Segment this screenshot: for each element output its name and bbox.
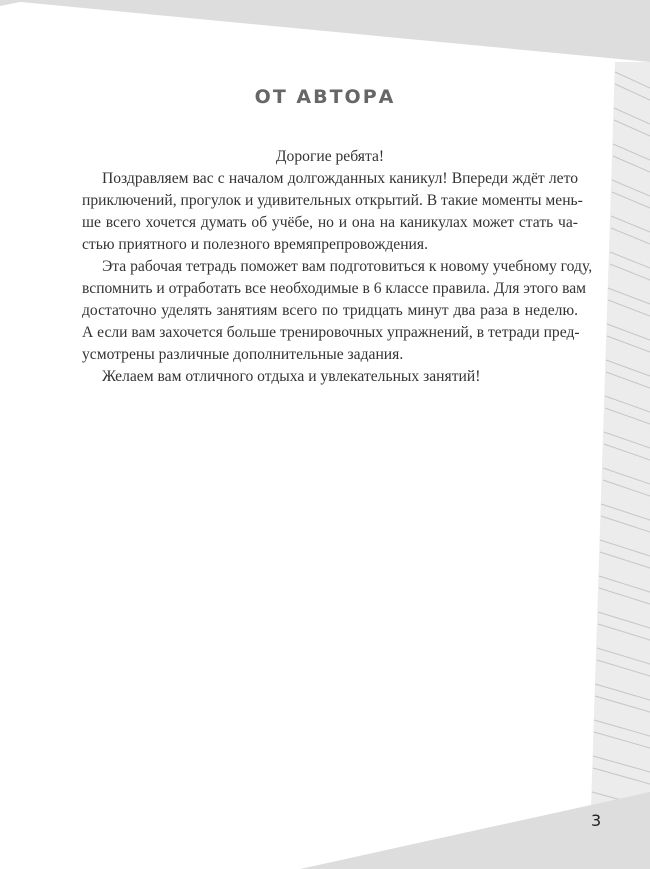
paragraph-1 — [82, 168, 583, 256]
text-line: А если вам захочется больше тренировочных упражнений, в тетради пред- — [82, 324, 580, 341]
text-line: достаточно уделять занятиям всего по тридцать минут два раза в неделю. — [82, 302, 578, 319]
text-line: усмотрены различные дополнительные задания. — [82, 346, 404, 363]
text-line: ше всего хочется думать об учёбе, но и она на каникулах может стать ча- — [82, 214, 578, 231]
text-line: Желаем вам отличного отдыха и увлекательных занятий! — [102, 368, 481, 385]
greeting: Дорогие ребята! — [275, 148, 385, 165]
text-line: Поздравляем вас с началом долгожданных каникул! Впереди ждёт лето — [102, 170, 578, 187]
text-line: стью приятного и полезного времяпрепровождения. — [82, 236, 428, 253]
text-line: Эта рабочая тетрадь поможет вам подготовиться к новому учебному году, — [102, 258, 593, 275]
page-title: ОТ АВТОРА — [254, 86, 396, 108]
page-number: 3 — [591, 811, 602, 830]
author-foreword — [82, 146, 593, 388]
text-line: вспомнить и отработать все необходимые в 6 классе правила. Для этого вам — [82, 280, 587, 297]
text-line: приключений, прогулок и удивительных открытий. В такие моменты мень- — [82, 192, 583, 209]
top-diagonal-band — [0, 0, 650, 62]
paragraph-3 — [82, 366, 578, 388]
paragraph-2 — [82, 256, 593, 366]
